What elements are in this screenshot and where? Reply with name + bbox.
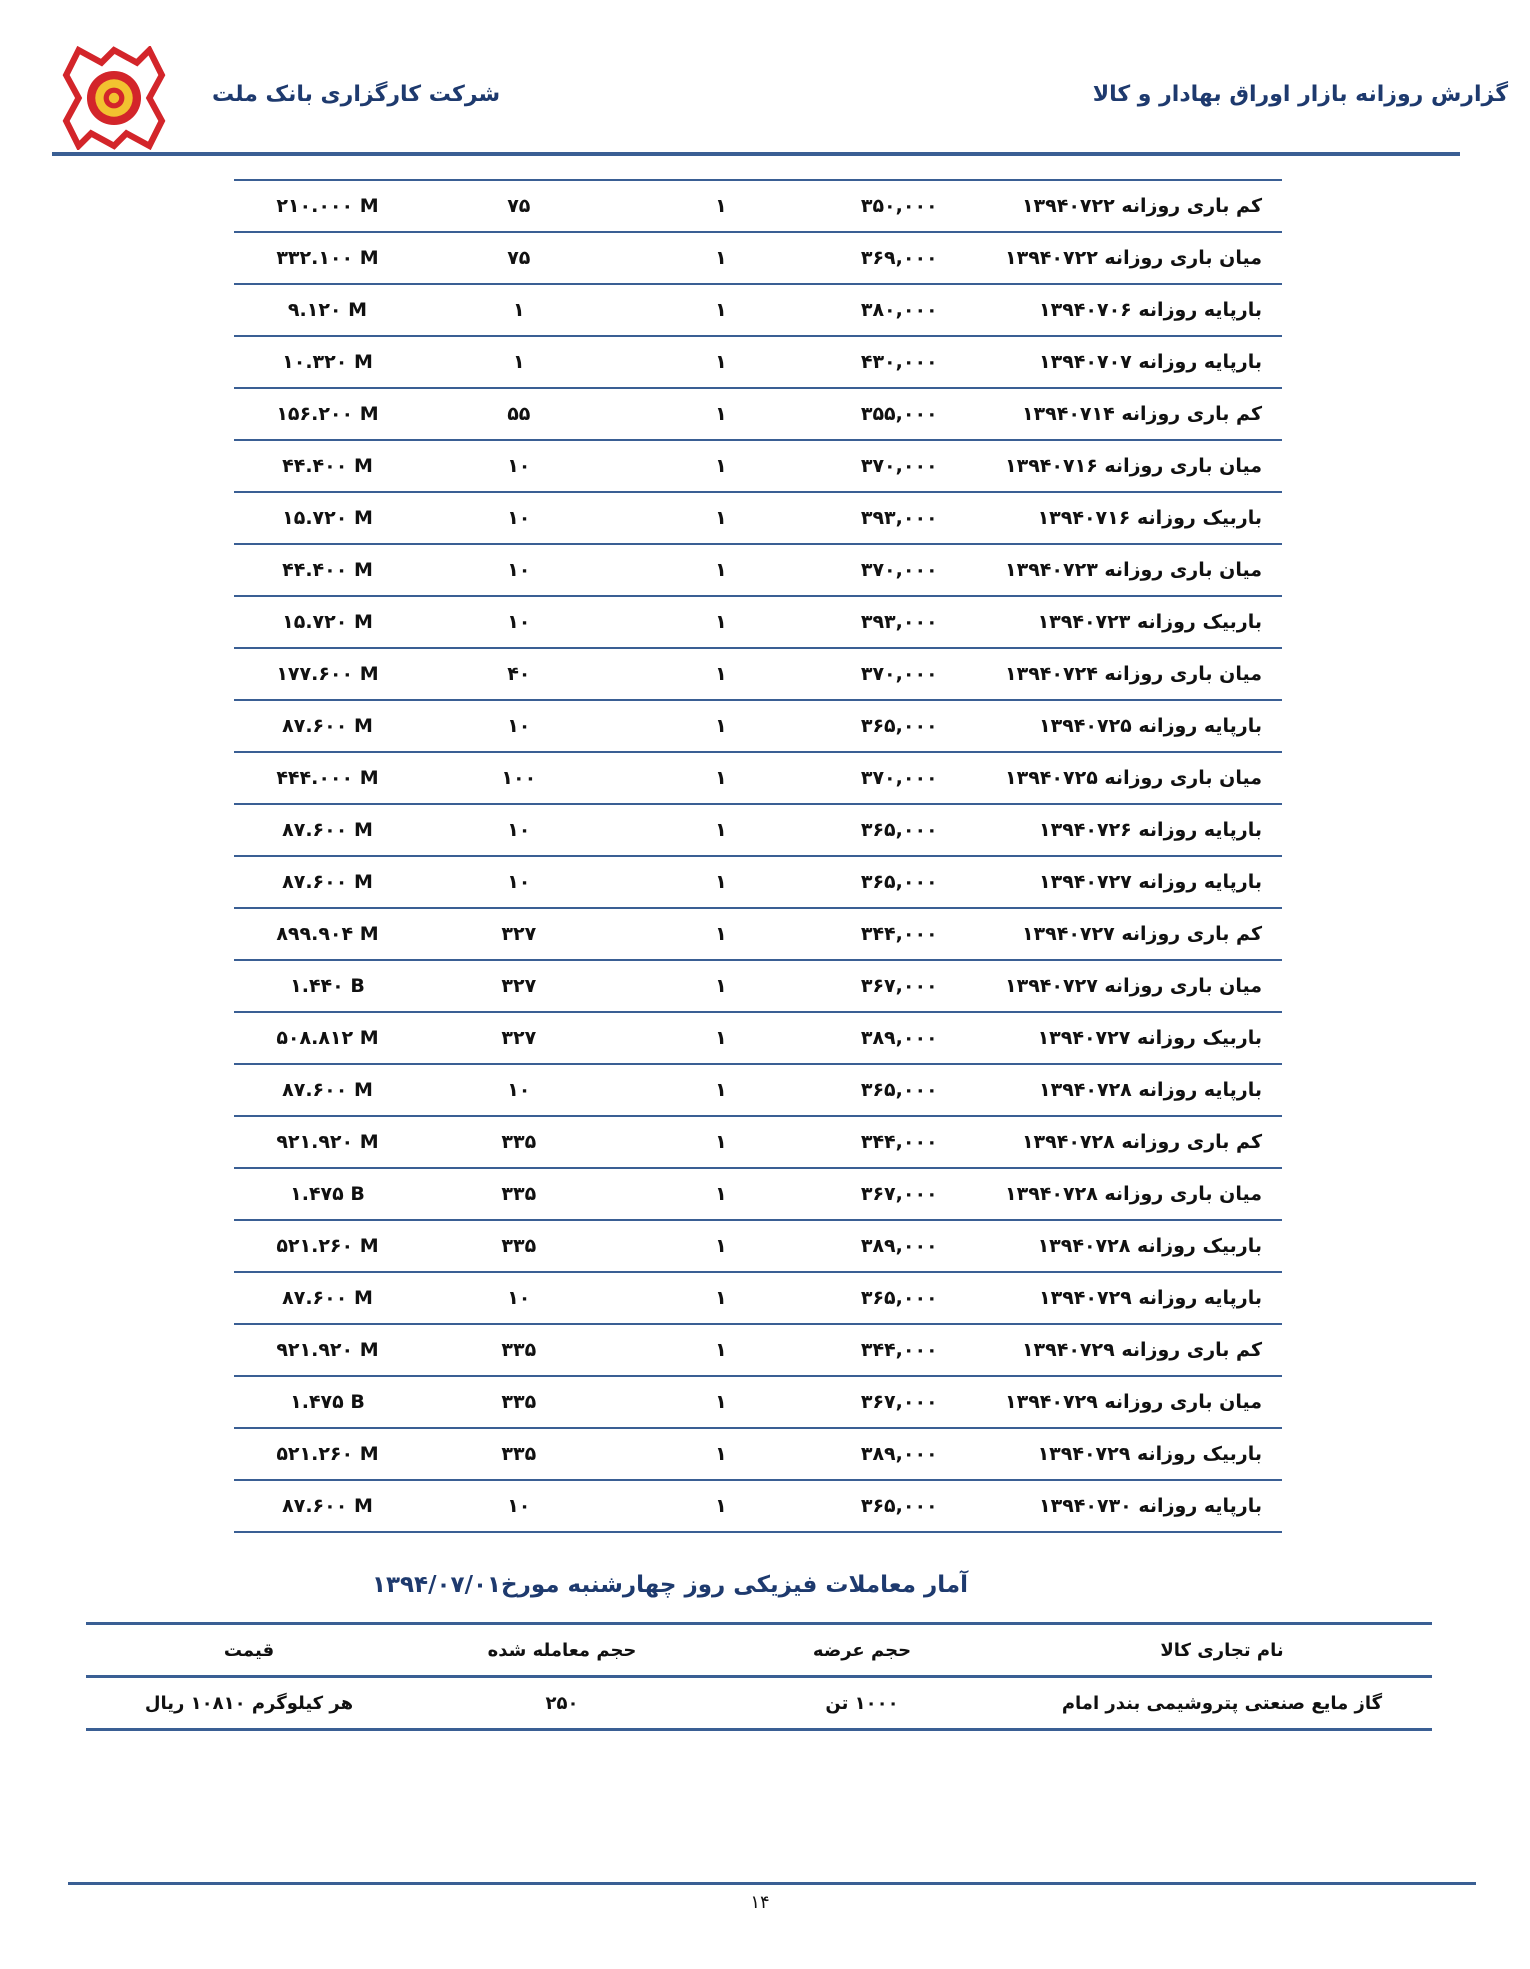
trade-unit-cell: ۱ [617, 700, 826, 752]
table-row [234, 388, 1282, 440]
trade-price-cell: ۳۶۵,۰۰۰ [825, 700, 973, 752]
table-row [234, 856, 1282, 908]
trade-count-cell: ۷۵ [421, 232, 617, 284]
trade-count-cell: ۱۰ [421, 1272, 617, 1324]
trade-price-cell: ۳۶۷,۰۰۰ [825, 960, 973, 1012]
trade-value-cell: ۳۳۲.۱۰۰ M [234, 232, 421, 284]
trade-count-cell: ۳۳۵ [421, 1324, 617, 1376]
trade-price-cell: ۳۷۰,۰۰۰ [825, 544, 973, 596]
trade-unit-cell: ۱ [617, 1220, 826, 1272]
trade-value-cell: ۸۷.۶۰۰ M [234, 1064, 421, 1116]
contract-name-cell: بارپایه روزانه ۱۳۹۴۰۷۲۹ [973, 1272, 1282, 1324]
table-row [234, 908, 1282, 960]
trade-unit-cell: ۱ [617, 232, 826, 284]
contract-name-cell: میان باری روزانه ۱۳۹۴۰۷۲۲ [973, 232, 1282, 284]
trade-price-cell: ۳۴۴,۰۰۰ [825, 908, 973, 960]
trade-value-cell: ۹۲۱.۹۲۰ M [234, 1116, 421, 1168]
trade-price-cell: ۳۶۵,۰۰۰ [825, 804, 973, 856]
trade-value-cell: ۱۵۶.۲۰۰ M [234, 388, 421, 440]
table-row [234, 1116, 1282, 1168]
trade-count-cell: ۷۵ [421, 180, 617, 232]
table-row [234, 1168, 1282, 1220]
trade-value-cell: ۸۷.۶۰۰ M [234, 700, 421, 752]
trade-unit-cell: ۱ [617, 804, 826, 856]
trade-value-cell: ۱۵.۷۲۰ M [234, 492, 421, 544]
trade-price-cell: ۳۴۴,۰۰۰ [825, 1116, 973, 1168]
table-row [234, 1376, 1282, 1428]
contract-name-cell: باربیک روزانه ۱۳۹۴۰۷۲۸ [973, 1220, 1282, 1272]
contract-name-cell: میان باری روزانه ۱۳۹۴۰۷۲۴ [973, 648, 1282, 700]
table-row [234, 180, 1282, 232]
trade-unit-cell: ۱ [617, 1480, 826, 1532]
header-divider [52, 152, 1460, 156]
table-row [234, 596, 1282, 648]
trade-price-cell: ۳۵۵,۰۰۰ [825, 388, 973, 440]
trade-count-cell: ۱۰ [421, 440, 617, 492]
trade-price-cell: ۳۷۰,۰۰۰ [825, 440, 973, 492]
trade-unit-cell: ۱ [617, 648, 826, 700]
trade-unit-cell: ۱ [617, 856, 826, 908]
trade-unit-cell: ۱ [617, 1064, 826, 1116]
trade-price-cell: ۳۶۵,۰۰۰ [825, 856, 973, 908]
trade-price-cell: ۳۸۹,۰۰۰ [825, 1012, 973, 1064]
trades-table [234, 179, 1282, 1533]
trade-unit-cell: ۱ [617, 960, 826, 1012]
table-row [234, 648, 1282, 700]
table-row [234, 284, 1282, 336]
trade-count-cell: ۱ [421, 336, 617, 388]
contract-name-cell: میان باری روزانه ۱۳۹۴۰۷۲۸ [973, 1168, 1282, 1220]
trade-value-cell: ۱۰.۳۲۰ M [234, 336, 421, 388]
header-commodity-name: نام تجاری کالا [1012, 1624, 1432, 1677]
contract-name-cell: کم باری روزانه ۱۳۹۴۰۷۲۲ [973, 180, 1282, 232]
trade-value-cell: ۸۷.۶۰۰ M [234, 1272, 421, 1324]
trade-value-cell: ۸۷.۶۰۰ M [234, 1480, 421, 1532]
trade-value-cell: ۸۹۹.۹۰۴ M [234, 908, 421, 960]
trade-value-cell: ۴۴۴.۰۰۰ M [234, 752, 421, 804]
trade-count-cell: ۳۲۷ [421, 960, 617, 1012]
trade-value-cell: ۵۲۱.۲۶۰ M [234, 1220, 421, 1272]
trade-value-cell: ۱۷۷.۶۰۰ M [234, 648, 421, 700]
table-row [234, 1064, 1282, 1116]
trade-unit-cell: ۱ [617, 336, 826, 388]
trade-value-cell: ۴۴.۴۰۰ M [234, 544, 421, 596]
footer-divider [68, 1882, 1476, 1885]
trade-price-cell: ۳۸۹,۰۰۰ [825, 1428, 973, 1480]
table-row [86, 1677, 1432, 1730]
trade-count-cell: ۱۰ [421, 492, 617, 544]
trade-count-cell: ۳۳۵ [421, 1116, 617, 1168]
table-row [234, 700, 1282, 752]
contract-name-cell: کم باری روزانه ۱۳۹۴۰۷۲۸ [973, 1116, 1282, 1168]
trade-price-cell: ۳۶۵,۰۰۰ [825, 1272, 973, 1324]
trade-price-cell: ۳۶۵,۰۰۰ [825, 1480, 973, 1532]
table-row [234, 336, 1282, 388]
trade-count-cell: ۱۰ [421, 856, 617, 908]
trade-count-cell: ۴۰ [421, 648, 617, 700]
trade-unit-cell: ۱ [617, 1272, 826, 1324]
trade-value-cell: ۲۱۰.۰۰۰ M [234, 180, 421, 232]
trade-price-cell: ۳۷۰,۰۰۰ [825, 648, 973, 700]
bank-mellat-logo-icon [62, 46, 166, 150]
contract-name-cell: کم باری روزانه ۱۳۹۴۰۷۲۷ [973, 908, 1282, 960]
trade-price-cell: ۳۶۵,۰۰۰ [825, 1064, 973, 1116]
trade-price-cell: ۳۶۷,۰۰۰ [825, 1376, 973, 1428]
trade-unit-cell: ۱ [617, 544, 826, 596]
contract-name-cell: بارپایه روزانه ۱۳۹۴۰۷۲۶ [973, 804, 1282, 856]
header-traded-volume: حجم معامله شده [412, 1624, 712, 1677]
trade-value-cell: ۸۷.۶۰۰ M [234, 856, 421, 908]
physical-trades-title: آمار معاملات فیزیکی روز چهارشنبه مورخ۱۳۹۴/۰۷/۰۱ [371, 1572, 969, 1598]
commodity-name-cell: گاز مایع صنعتی پتروشیمی بندر امام [1012, 1677, 1432, 1730]
trade-unit-cell: ۱ [617, 908, 826, 960]
trade-count-cell: ۱۰ [421, 1480, 617, 1532]
trade-value-cell: ۸۷.۶۰۰ M [234, 804, 421, 856]
contract-name-cell: باربیک روزانه ۱۳۹۴۰۷۲۹ [973, 1428, 1282, 1480]
trade-price-cell: ۳۶۷,۰۰۰ [825, 1168, 973, 1220]
trade-value-cell: ۹.۱۲۰ M [234, 284, 421, 336]
trade-count-cell: ۱ [421, 284, 617, 336]
trade-unit-cell: ۱ [617, 180, 826, 232]
contract-name-cell: باربیک روزانه ۱۳۹۴۰۷۲۷ [973, 1012, 1282, 1064]
trade-count-cell: ۱۰ [421, 804, 617, 856]
trade-value-cell: ۱.۴۷۵ B [234, 1168, 421, 1220]
trade-price-cell: ۳۷۰,۰۰۰ [825, 752, 973, 804]
trade-count-cell: ۳۳۵ [421, 1428, 617, 1480]
contract-name-cell: میان باری روزانه ۱۳۹۴۰۷۲۵ [973, 752, 1282, 804]
contract-name-cell: میان باری روزانه ۱۳۹۴۰۷۱۶ [973, 440, 1282, 492]
contract-name-cell: باربیک روزانه ۱۳۹۴۰۷۲۳ [973, 596, 1282, 648]
table-row [234, 1012, 1282, 1064]
contract-name-cell: بارپایه روزانه ۱۳۹۴۰۷۲۸ [973, 1064, 1282, 1116]
trade-price-cell: ۳۵۰,۰۰۰ [825, 180, 973, 232]
contract-name-cell: میان باری روزانه ۱۳۹۴۰۷۲۹ [973, 1376, 1282, 1428]
contract-name-cell: باربیک روزانه ۱۳۹۴۰۷۱۶ [973, 492, 1282, 544]
physical-trades-header-row [86, 1624, 1432, 1677]
trade-unit-cell: ۱ [617, 1116, 826, 1168]
header-supply-volume: حجم عرضه [712, 1624, 1012, 1677]
trade-price-cell: ۳۹۳,۰۰۰ [825, 492, 973, 544]
contract-name-cell: میان باری روزانه ۱۳۹۴۰۷۲۳ [973, 544, 1282, 596]
trade-price-cell: ۳۴۴,۰۰۰ [825, 1324, 973, 1376]
table-row [234, 544, 1282, 596]
trade-count-cell: ۱۰ [421, 596, 617, 648]
trade-count-cell: ۳۳۵ [421, 1220, 617, 1272]
table-row [234, 1428, 1282, 1480]
trade-value-cell: ۴۴.۴۰۰ M [234, 440, 421, 492]
table-row [234, 492, 1282, 544]
trade-count-cell: ۳۳۵ [421, 1168, 617, 1220]
trade-unit-cell: ۱ [617, 440, 826, 492]
trade-count-cell: ۳۲۷ [421, 908, 617, 960]
trades-table-body [234, 180, 1282, 1532]
trade-count-cell: ۱۰۰ [421, 752, 617, 804]
trade-price-cell: ۳۸۰,۰۰۰ [825, 284, 973, 336]
trade-count-cell: ۳۲۷ [421, 1012, 617, 1064]
trade-value-cell: ۱۵.۷۲۰ M [234, 596, 421, 648]
header-price: قیمت [86, 1624, 412, 1677]
trade-price-cell: ۳۸۹,۰۰۰ [825, 1220, 973, 1272]
table-row [234, 804, 1282, 856]
contract-name-cell: میان باری روزانه ۱۳۹۴۰۷۲۷ [973, 960, 1282, 1012]
trade-count-cell: ۵۵ [421, 388, 617, 440]
trade-value-cell: ۹۲۱.۹۲۰ M [234, 1324, 421, 1376]
trade-price-cell: ۳۹۳,۰۰۰ [825, 596, 973, 648]
table-row [234, 752, 1282, 804]
trade-value-cell: ۵۲۱.۲۶۰ M [234, 1428, 421, 1480]
trade-price-cell: ۳۶۹,۰۰۰ [825, 232, 973, 284]
supply-volume-cell: ۱۰۰۰ تن [712, 1677, 1012, 1730]
trade-unit-cell: ۱ [617, 492, 826, 544]
table-row [234, 1324, 1282, 1376]
physical-trades-table [86, 1622, 1432, 1731]
contract-name-cell: بارپایه روزانه ۱۳۹۴۰۷۰۶ [973, 284, 1282, 336]
trade-count-cell: ۳۳۵ [421, 1376, 617, 1428]
trade-count-cell: ۱۰ [421, 544, 617, 596]
table-row [234, 1272, 1282, 1324]
contract-name-cell: بارپایه روزانه ۱۳۹۴۰۷۳۰ [973, 1480, 1282, 1532]
trade-price-cell: ۴۳۰,۰۰۰ [825, 336, 973, 388]
contract-name-cell: کم باری روزانه ۱۳۹۴۰۷۲۹ [973, 1324, 1282, 1376]
table-row [234, 1220, 1282, 1272]
trade-unit-cell: ۱ [617, 1324, 826, 1376]
trade-unit-cell: ۱ [617, 1168, 826, 1220]
trade-value-cell: ۱.۴۷۵ B [234, 1376, 421, 1428]
report-title: گزارش روزانه بازار اوراق بهادار و کالا [1092, 82, 1508, 107]
trade-unit-cell: ۱ [617, 284, 826, 336]
trade-count-cell: ۱۰ [421, 1064, 617, 1116]
company-name: شرکت کارگزاری بانک ملت [212, 82, 501, 107]
table-row [234, 440, 1282, 492]
price-cell: هر کیلوگرم ۱۰۸۱۰ ریال [86, 1677, 412, 1730]
trade-unit-cell: ۱ [617, 1428, 826, 1480]
page-number: ۱۴ [750, 1892, 770, 1913]
traded-volume-cell: ۲۵۰ [412, 1677, 712, 1730]
contract-name-cell: بارپایه روزانه ۱۳۹۴۰۷۰۷ [973, 336, 1282, 388]
trade-unit-cell: ۱ [617, 596, 826, 648]
contract-name-cell: کم باری روزانه ۱۳۹۴۰۷۱۴ [973, 388, 1282, 440]
trade-value-cell: ۱.۴۴۰ B [234, 960, 421, 1012]
contract-name-cell: بارپایه روزانه ۱۳۹۴۰۷۲۷ [973, 856, 1282, 908]
table-row [234, 1480, 1282, 1532]
table-row [234, 960, 1282, 1012]
trade-unit-cell: ۱ [617, 1376, 826, 1428]
trade-value-cell: ۵۰۸.۸۱۲ M [234, 1012, 421, 1064]
trade-unit-cell: ۱ [617, 1012, 826, 1064]
trade-unit-cell: ۱ [617, 752, 826, 804]
trade-count-cell: ۱۰ [421, 700, 617, 752]
contract-name-cell: بارپایه روزانه ۱۳۹۴۰۷۲۵ [973, 700, 1282, 752]
trade-unit-cell: ۱ [617, 388, 826, 440]
table-row [234, 232, 1282, 284]
